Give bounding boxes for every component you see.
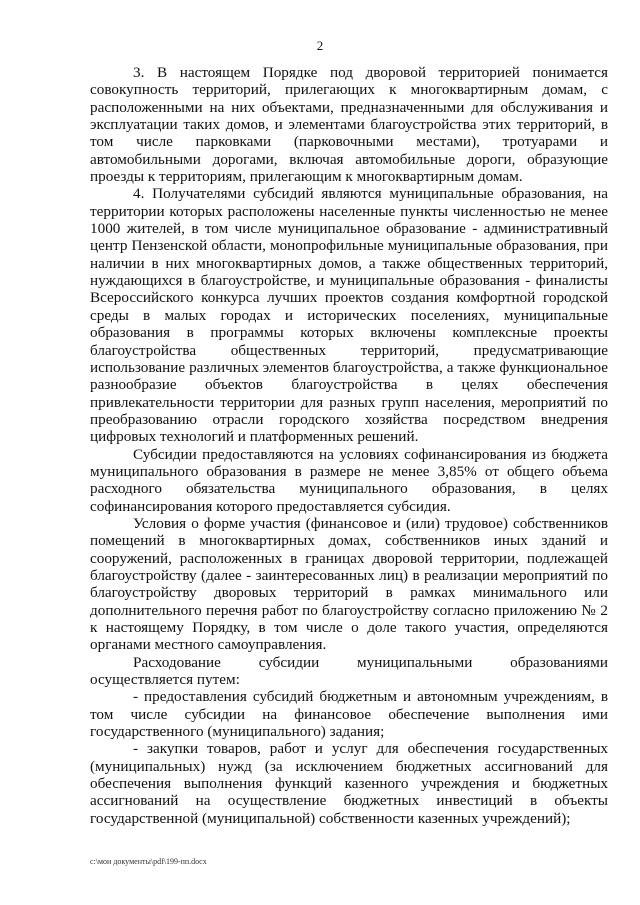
paragraph-cofinancing: Субсидии предоставляются на условиях софинансирования из бюджета муниципального образования в размере не менее 3,85% от общего объема расходного обязательства муниципального образования, в целях софинансирования которого предоставляется субсидия. bbox=[90, 445, 608, 515]
paragraph-item-3: 3. В настоящем Порядке под дворовой территорией понимается совокупность территорий, прилегающих к многоквартирным домам, с расположенными на них объектами, предназначенными для обслуживания и эксплуатации таких домов, и элементами благоустройства этих территорий, в том числе парковками (парковочными местами), тротуарами и автомобильными дорогами, включая автомобильные дороги, образующие проезды к территориям, прилегающим к многоквартирным домам. bbox=[90, 64, 608, 186]
page-number: 2 bbox=[316, 38, 324, 53]
list-item-procurement: - закупки товаров, работ и услуг для обеспечения государственных (муниципальных) нужд (за исключением бюджетных ассигнований для обеспечения выполнения функций казенного учреждения и бюджетных ассигнований на осуществление бюджетных инвестиций в объекты государственной (муниципальной) собственности казенных учреждений); bbox=[90, 740, 608, 827]
list-item-subsidies-institutions: - предоставления субсидий бюджетным и автономным учреждениям, в том числе субсидии на финансовое обеспечение выполнения ими государственного (муниципального) задания; bbox=[90, 688, 608, 741]
document-body bbox=[90, 64, 608, 827]
paragraph-participation-conditions: Условия о форме участия (финансовое и (или) трудовое) собственников помещений в многоквартирных домах, собственников иных зданий и сооружений, расположенных в границах дворовой территории, подлежащей благоустройству (далее - заинтересованных лиц) в реализации мероприятий по благоустройству дворовых территорий в рамках минимального или дополнительного перечня работ по благоустройству согласно приложению № 2 к настоящему Порядку, в том числе о доле такого участия, определяются органами местного самоуправления. bbox=[90, 514, 608, 654]
paragraph-item-4-recipients: 4. Получателями субсидий являются муниципальные образования, на территории которых расположены населенные пункты численностью не менее 1000 жителей, в том числе муниципальное образование - административный центр Пензенской области, монопрофильные муниципальные образования, при наличии в них многоквартирных домов, а также общественных территорий, нуждающихся в благоустройстве, и муниципальные образования - финалисты Всероссийского конкурса лучших проектов создания комфортной городской среды в малых городах и исторических поселениях, муниципальные образования в программы которых включены комплексные проекты благоустройства общественных территорий, предусматривающие использование различных элементов благоустройства, а также функциональное разнообразие объектов благоустройства в целях обеспечения привлекательности территории для разных групп населения, мероприятий по преобразованию отрасли городского хозяйства посредством внедрения цифровых технологий и платформенных решений. bbox=[90, 185, 608, 446]
footer-file-path: c:\мои документы\pdf\199-пп.docx bbox=[90, 857, 207, 866]
paragraph-spending-intro: Расходование субсидии муниципальными образованиями осуществляется путем: bbox=[90, 653, 608, 689]
